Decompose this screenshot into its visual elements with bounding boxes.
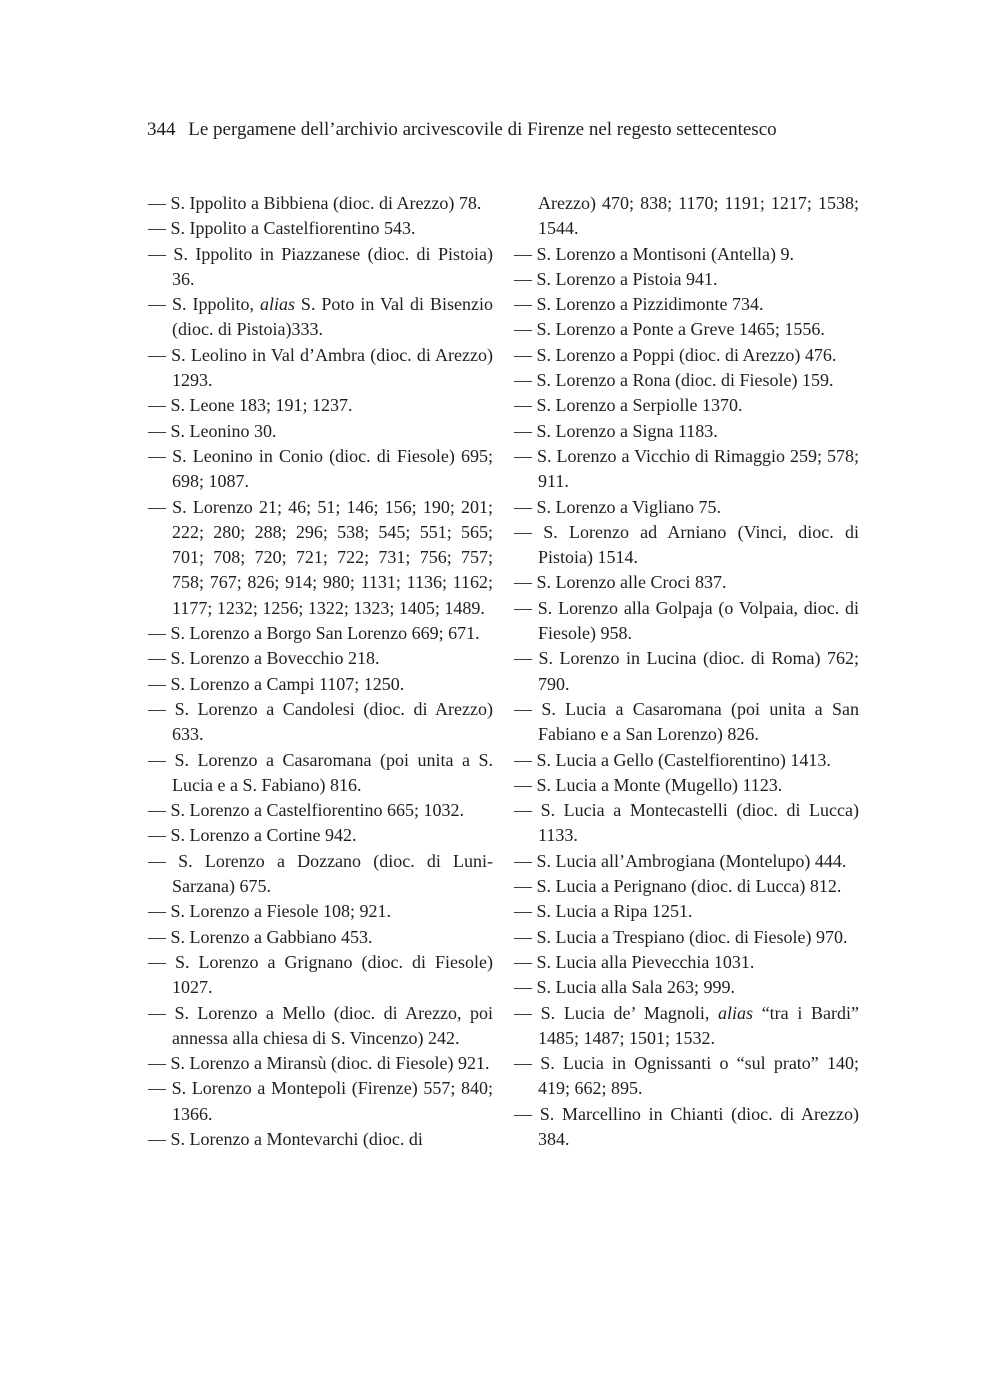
index-entry: — S. Lorenzo a Castelfiorentino 665; 1032. [148,800,464,821]
index-entry: — S. Lorenzo a Casaromana (poi unita a S. Lucia e a S. Fabiano) 816. [148,749,493,795]
index-entry: — S. Lorenzo a Borgo San Lorenzo 669; 671. [148,623,480,644]
entry-prefix: — S. Ippolito, [148,294,260,315]
index-entry: — S. Leone 183; 191; 1237. [148,395,353,416]
index-entry: — S. Lorenzo a Dozzano (dioc. di Luni-Sarzana) 675. [148,850,493,897]
index-entry: — S. Lorenzo a Signa 1183. [514,420,718,441]
index-entry: — S. Lorenzo ad Arniano (Vinci, dioc. di Pistoia) 1514. [514,521,859,568]
index-entry: — S. Marcellino in Chianti (dioc. di Arezzo) 384. [514,1103,859,1149]
index-entry: — S. Lucia alla Pievecchia 1031. [514,951,755,972]
index-entry: — S. Lorenzo a Fiesole 108; 921. [148,901,391,922]
page-number: 344 [147,119,176,140]
index-entry: — S. Lorenzo a Campi 1107; 1250. [148,673,405,694]
running-header [147,116,867,144]
index-entry: — S. Lucia a Montecastelli (dioc. di Lucca) 1133. [514,800,859,846]
index-entry: — S. Lucia a Ripa 1251. [514,901,693,922]
index-entry-alias [148,292,493,343]
index-entry-alias [514,1001,859,1052]
entry-prefix: — S. Lucia de’ Magnoli, [514,1002,718,1023]
alias-word: alias [259,294,295,315]
index-entry: — S. Leolino in Val d’Ambra (dioc. di Arezzo) 1293. [148,344,493,391]
index-entry: — S. Lorenzo a Montevarchi (dioc. di [148,1128,423,1149]
index-entry: — S. Ippolito a Bibbiena (dioc. di Arezzo) 78. [148,193,482,213]
index-entry: — S. Lorenzo a Pistoia 941. [514,268,718,289]
index-column-left [148,191,493,1152]
index-entry: — S. Lucia all’Ambrogiana (Montelupo) 444. [514,850,847,871]
index-entry: — S. Lorenzo a Gabbiano 453. [148,926,373,947]
index-entry: — S. Ippolito in Piazzanese (dioc. di Pistoia) 36. [148,243,493,289]
index-entry: — S. Lorenzo a Montisoni (Antella) 9. [514,243,794,264]
index-entry: — S. Lucia a Casaromana (poi unita a San Fabiano e a San Lorenzo) 826. [514,698,859,745]
index-entry: — S. Lucia a Trespiano (dioc. di Fiesole) 970. [514,926,848,947]
index-column-right [514,191,859,1152]
index-entry: — S. Lorenzo a Bovecchio 218. [148,648,380,669]
alias-word: alias [718,1002,754,1023]
index-entry-continuation: Arezzo) 470; 838; 1170; 1191; 1217; 1538; 1544. [538,193,859,239]
entry-suffix: S. Poto in Val di Bisenzio (dioc. di Pistoia)333. [172,294,493,340]
index-entry: — S. Lorenzo a Vicchio di Rimaggio 259; 578; 911. [514,445,859,492]
index-entry: — S. Lucia in Ognissanti o “sul prato” 140; 419; 662; 895. [514,1053,859,1099]
index-entry: — S. Lorenzo a Miransù (dioc. di Fiesole) 921. [148,1053,490,1074]
index-entry: — S. Leonino in Conio (dioc. di Fiesole) 695; 698; 1087. [148,445,493,492]
index-entry: — S. Lorenzo a Vigliano 75. [514,496,722,517]
index-entry: — S. Lorenzo alle Croci 837. [514,572,727,593]
index-entry: — S. Lorenzo a Mello (dioc. di Arezzo, poi annessa alla chiesa di S. Vincenzo) 242. [148,1002,493,1048]
index-entry: — S. Lorenzo a Cortine 942. [148,825,357,846]
index-entry: — S. Lucia a Monte (Mugello) 1123. [514,774,783,795]
index-entry: — S. Lorenzo a Grignano (dioc. di Fiesole) 1027. [148,951,493,998]
index-entry: — S. Lorenzo a Montepoli (Firenze) 557; 840; 1366. [148,1078,493,1124]
index-entry: — S. Lucia a Gello (Castelfiorentino) 1413. [514,749,831,770]
index-entry: — S. Lorenzo a Ponte a Greve 1465; 1556. [514,319,825,340]
index-entry: — S. Lorenzo a Candolesi (dioc. di Arezzo) 633. [148,698,493,745]
running-title: Le pergamene dell’archivio arcivescovile di Firenze nel regesto settecentesco [188,119,777,140]
index-entry: — S. Lorenzo in Lucina (dioc. di Roma) 762; 790. [514,648,859,694]
index-entry: — S. Lorenzo a Serpiolle 1370. [514,395,743,416]
entry-suffix: “tra i Bardi” 1485; 1487; 1501; 1532. [538,1002,859,1048]
index-entry: — S. Ippolito a Castelfiorentino 543. [148,218,416,239]
index-entry: — S. Lorenzo 21; 46; 51; 146; 156; 190; 201; 222; 280; 288; 296; 538; 545; 551; 565; 701; 708; 720; 721; 722; 731; 756; 757; 758; 767; 826; 914; 980; 1131; 1136; 1162; 1177; 1232; 1256; 1322; 1323; 1405; 1489. [148,496,493,618]
index-entry: — S. Lorenzo alla Golpaja (o Volpaia, dioc. di Fiesole) 958. [514,597,859,644]
index-entry: — S. Lucia alla Sala 263; 999. [514,977,735,998]
index-entry: — S. Lorenzo a Rona (dioc. di Fiesole) 159. [514,370,834,391]
index-entry: — S. Leonino 30. [148,420,277,441]
index-entry: — S. Lucia a Perignano (dioc. di Lucca) 812. [514,876,842,897]
index-entry: — S. Lorenzo a Pizzidimonte 734. [514,294,764,315]
index-entry: — S. Lorenzo a Poppi (dioc. di Arezzo) 476. [514,344,837,365]
